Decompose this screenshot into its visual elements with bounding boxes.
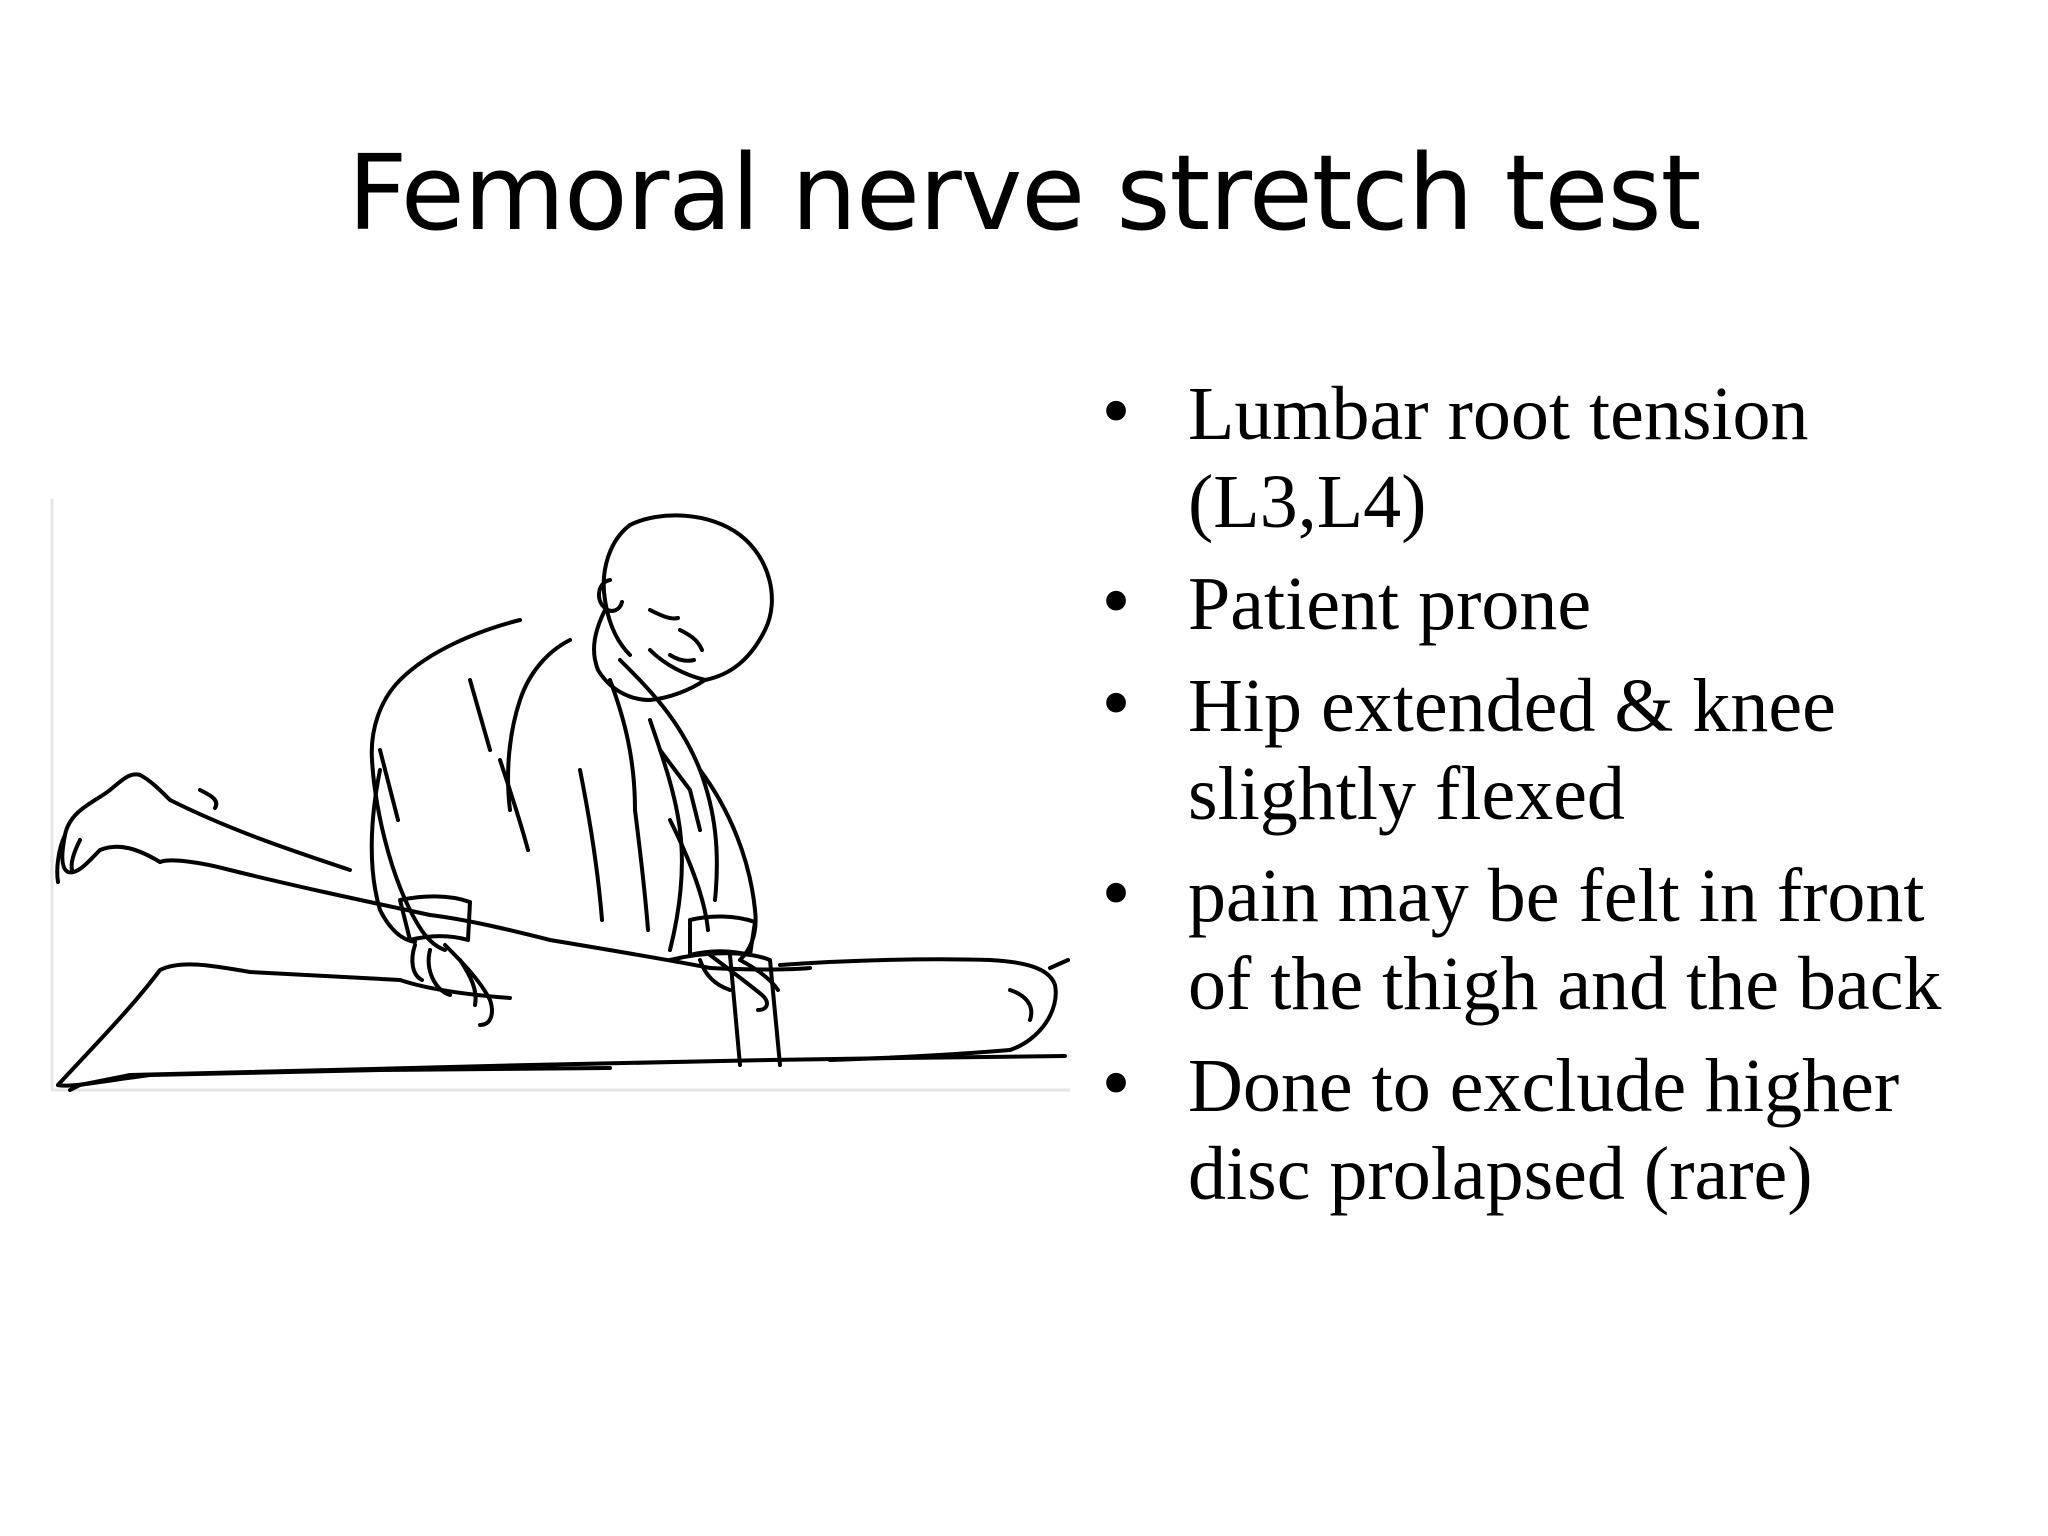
bullet-icon: • <box>1096 564 1137 643</box>
bullet-list <box>1096 370 1996 1232</box>
bullet-item <box>1096 370 1996 546</box>
bullet-item <box>1096 1042 1996 1218</box>
bullet-icon: • <box>1096 1046 1137 1125</box>
bullet-text: Hip extended & knee slightly flexed <box>1188 664 1836 836</box>
bullet-item <box>1096 662 1996 838</box>
slide-title: Femoral nerve stretch test <box>347 132 1701 254</box>
femoral-stretch-illustration <box>50 490 1070 1110</box>
bullet-icon: • <box>1096 666 1137 745</box>
bullet-item <box>1096 852 1996 1028</box>
bullet-text: Lumbar root tension (L3,L4) <box>1188 372 1809 544</box>
bullet-icon: • <box>1096 856 1137 935</box>
bullet-text: Patient prone <box>1188 562 1592 646</box>
bullet-icon: • <box>1096 374 1137 453</box>
bullet-text: Done to exclude higher disc prolapsed (rare) <box>1188 1044 1900 1216</box>
bullet-item <box>1096 560 1996 648</box>
bullet-text: pain may be felt in front of the thigh and the back <box>1188 854 1942 1026</box>
